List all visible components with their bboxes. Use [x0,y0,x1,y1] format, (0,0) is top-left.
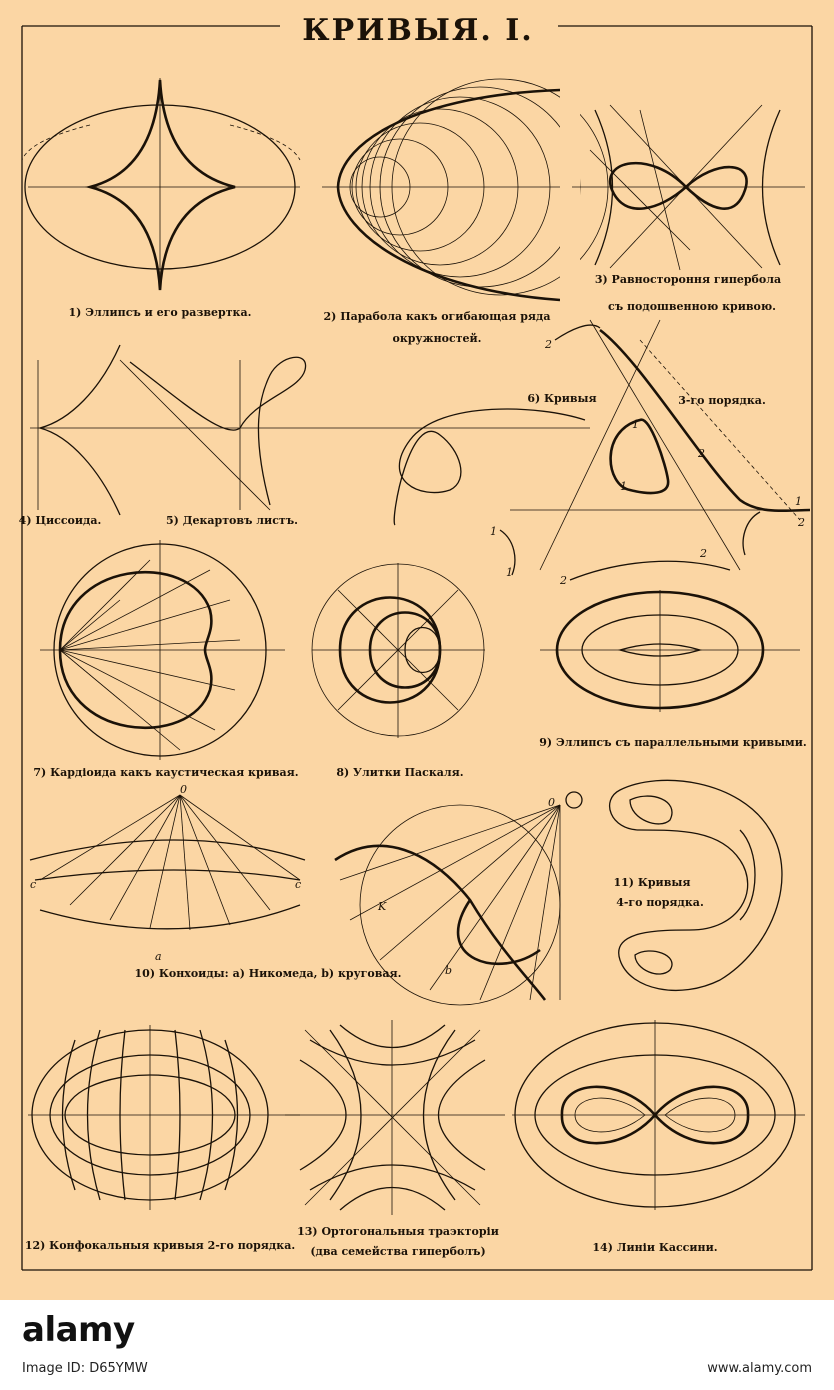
fig-limacons [312,563,485,738]
svg-text:0: 0 [180,783,187,796]
svg-text:2: 2 [545,338,552,351]
plate-title: КРИВЫЯ. I. [302,13,534,48]
fig-parabola-circles [322,70,608,310]
caption-14: 14) Линіи Кассини. [592,1241,718,1254]
caption-1: 1) Эллипсъ и его развертка. [68,306,252,319]
alamy-logo: alamy [22,1310,135,1350]
caption-10: 10) Конхоиды: а) Никомеда, b) круговая. [134,967,402,980]
fig-hyperbola-pedal [572,105,805,270]
caption-3b: съ подошвенною кривою. [608,300,776,313]
svg-text:2: 2 [700,547,707,560]
fig-cassini [512,1020,805,1210]
caption-13a: 13) Ортогональныя траэкторіи [297,1225,499,1238]
svg-text:1: 1 [795,495,802,508]
svg-text:1: 1 [620,480,627,493]
caption-6b: 3-го порядка. [678,394,766,407]
svg-text:2: 2 [560,574,567,587]
caption-12: 12) Конфокальныя кривыя 2-го порядка. [24,1239,296,1252]
svg-text:2: 2 [698,447,705,460]
caption-11b: 4-го порядка. [616,896,704,909]
svg-text:a: a [155,950,162,963]
svg-text:1: 1 [490,525,497,538]
svg-text:c: c [30,878,37,891]
image-id-label: Image ID: D65YMW [22,1361,148,1376]
caption-13b: (два семейства гиперболъ) [310,1245,486,1258]
caption-11a: 11) Кривыя [613,876,691,889]
svg-text:1: 1 [632,418,639,431]
caption-4: 4) Циссоида. [18,514,102,527]
fig-cubic-curves [394,320,810,587]
caption-2a: 2) Парабола какъ огибающая ряда [323,310,551,323]
svg-text:b: b [445,964,453,977]
fig-cissoid [30,345,200,515]
fig-orthogonal [285,1020,505,1215]
caption-2b: окружностей. [392,332,482,345]
fig-cardioid [40,540,285,760]
caption-6a: 6) Кривыя [527,392,597,405]
caption-8: 8) Улитки Паскаля. [336,766,464,779]
caption-9: 9) Эллипсъ съ параллельными кривыми. [539,736,807,749]
svg-text:1: 1 [506,566,513,579]
svg-text:2: 2 [798,516,805,529]
svg-text:0: 0 [548,796,555,809]
fig-folium [120,357,590,510]
caption-7: 7) Кардіоида какъ каустическая кривая. [33,766,299,779]
svg-text:c: c [295,878,302,891]
site-url: www.alamy.com [707,1361,812,1376]
caption-3a: 3) Равностороння гипербола [594,273,782,286]
fig-parallel-curves [540,590,800,712]
fig-ellipse-evolute [22,78,300,290]
caption-5: 5) Декартовъ листъ. [166,514,298,527]
fig-confocal [28,1025,300,1210]
svg-text:K: K [378,900,387,913]
